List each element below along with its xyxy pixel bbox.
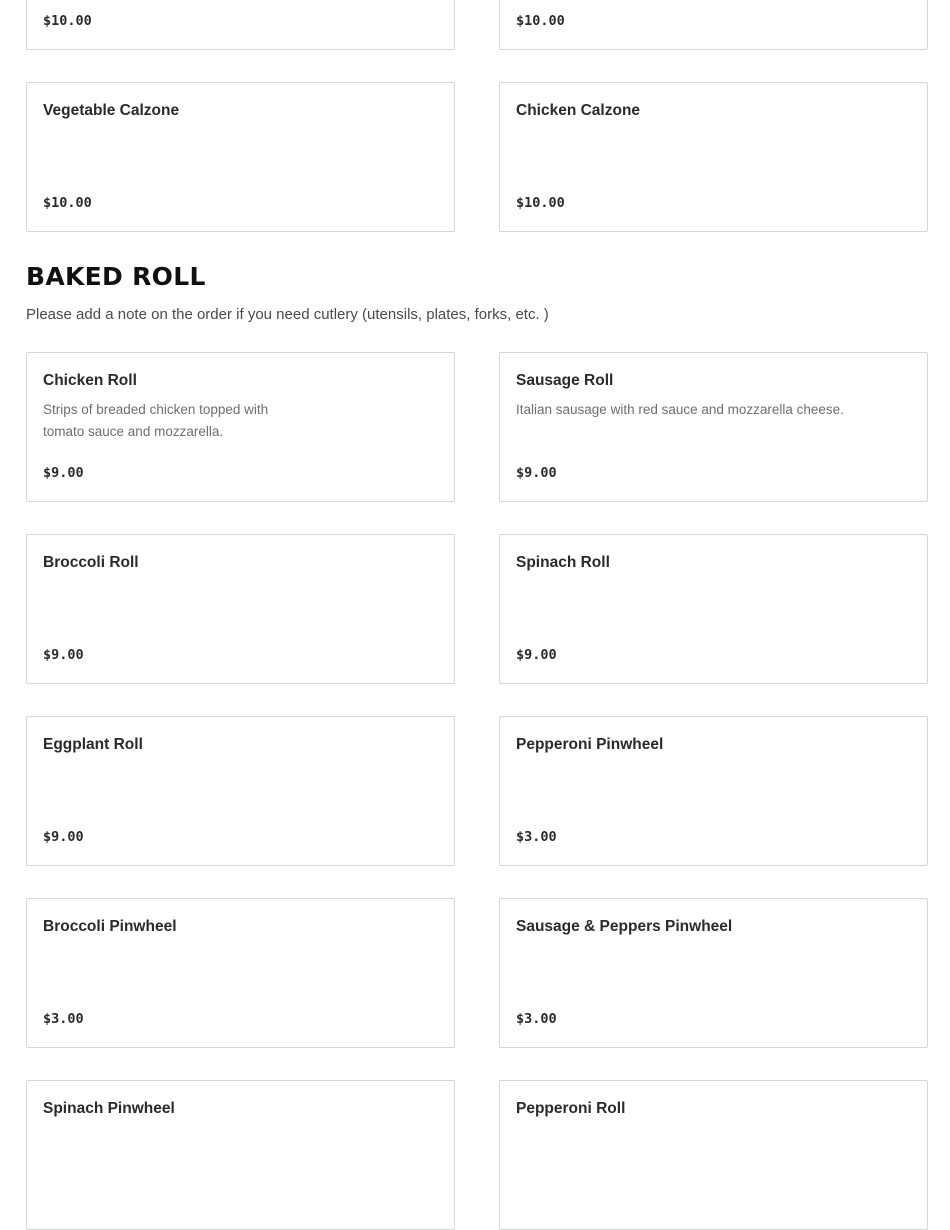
section-note: Please add a note on the order if you need cutlery (utensils, plates, forks, etc. ) <box>26 306 549 323</box>
menu-item-card-chicken-roll[interactable] <box>26 352 455 502</box>
menu-item-card-sausage-peppers-pinwheel[interactable] <box>499 898 928 1048</box>
menu-item-card-broccoli-pinwheel[interactable] <box>26 898 455 1048</box>
menu-item-name: Broccoli Pinwheel <box>43 918 177 935</box>
menu-item-price: $10.00 <box>516 13 565 29</box>
menu-item-card-vegetable-calzone[interactable] <box>26 82 455 232</box>
menu-item-card-pepperoni-roll[interactable] <box>499 1080 928 1230</box>
menu-item-price: $3.00 <box>516 829 557 845</box>
menu-item-card-sausage-roll[interactable] <box>499 352 928 502</box>
menu-item-card-spinach-roll[interactable] <box>499 534 928 684</box>
menu-item-price: $10.00 <box>43 195 92 211</box>
menu-item-name: Chicken Calzone <box>516 102 641 119</box>
menu-item-card[interactable] <box>499 0 928 50</box>
menu-item-card-spinach-pinwheel[interactable] <box>26 1080 455 1230</box>
menu-item-name: Eggplant Roll <box>43 736 143 753</box>
menu-item-name: Chicken Roll <box>43 372 137 389</box>
menu-item-description: Italian sausage with red sauce and mozzarella cheese. <box>516 402 844 417</box>
menu-item-card-eggplant-roll[interactable] <box>26 716 455 866</box>
menu-item-name: Spinach Roll <box>516 554 610 571</box>
menu-item-price: $10.00 <box>43 13 92 29</box>
menu-item-card[interactable] <box>26 0 455 50</box>
menu-item-name: Sausage & Peppers Pinwheel <box>516 918 733 935</box>
menu-item-price: $9.00 <box>43 465 84 481</box>
menu-item-price: $3.00 <box>516 1011 557 1027</box>
menu-item-name: Pepperoni Roll <box>516 1100 626 1117</box>
menu-item-card-broccoli-roll[interactable] <box>26 534 455 684</box>
menu-item-name: Vegetable Calzone <box>43 102 180 119</box>
menu-item-name: Spinach Pinwheel <box>43 1100 175 1117</box>
menu-item-name: Sausage Roll <box>516 372 614 389</box>
menu-item-card-chicken-calzone[interactable] <box>499 82 928 232</box>
menu-item-description: Strips of breaded chicken topped with tomato sauce and mozzarella. <box>43 402 269 439</box>
menu-item-price: $9.00 <box>43 647 84 663</box>
menu-item-price: $9.00 <box>516 465 557 481</box>
menu-item-price: $9.00 <box>43 829 84 845</box>
menu-item-name: Broccoli Roll <box>43 554 139 571</box>
menu-item-price: $9.00 <box>516 647 557 663</box>
section-title: BAKED ROLL <box>26 262 206 291</box>
menu-item-card-pepperoni-pinwheel[interactable] <box>499 716 928 866</box>
menu-item-name: Pepperoni Pinwheel <box>516 736 664 753</box>
menu-item-price: $10.00 <box>516 195 565 211</box>
menu-item-price: $3.00 <box>43 1011 84 1027</box>
